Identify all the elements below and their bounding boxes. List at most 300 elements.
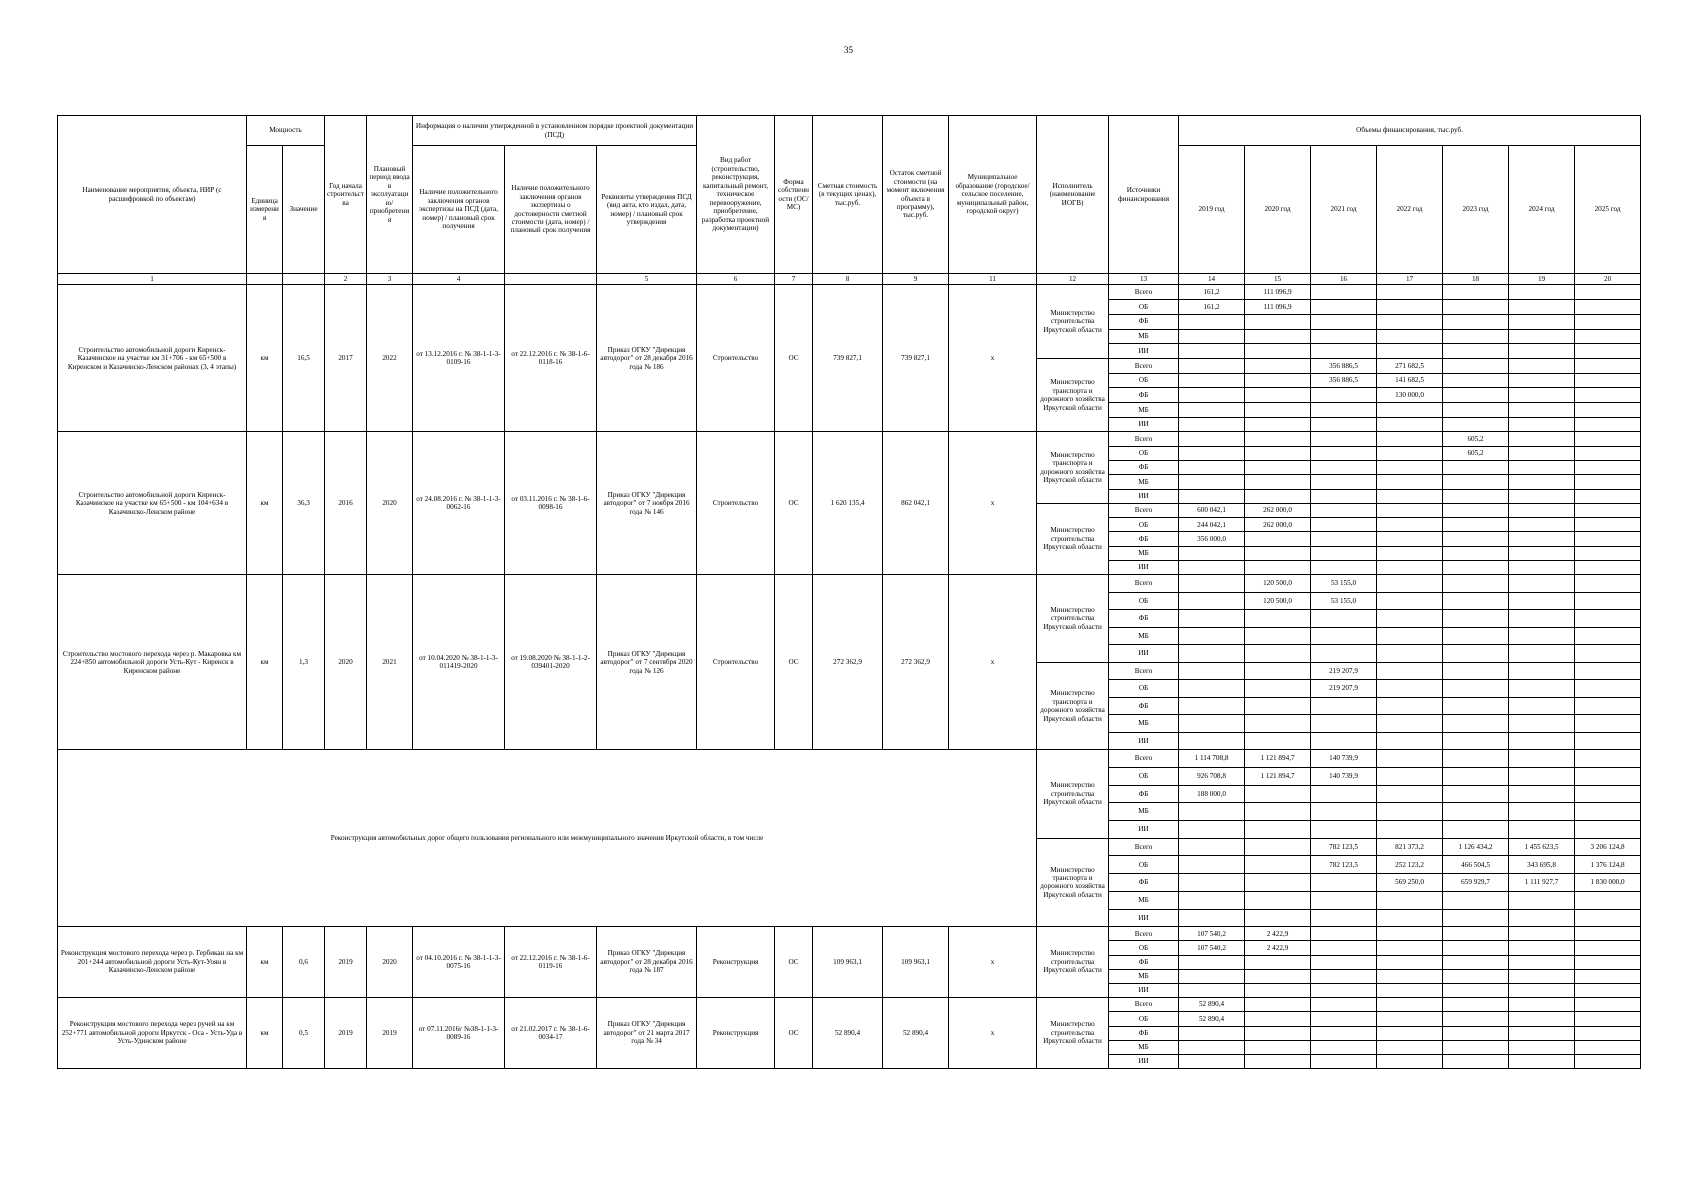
funding-value: 605,2 xyxy=(1443,446,1509,460)
funding-value xyxy=(1575,768,1641,786)
funding-value xyxy=(1179,546,1245,560)
funding-value xyxy=(1443,998,1509,1012)
object-remaining: 52 890,4 xyxy=(883,998,949,1069)
column-number: 7 xyxy=(775,274,813,285)
funding-value xyxy=(1575,300,1641,315)
object-remaining: 739 827,1 xyxy=(883,285,949,432)
funding-value: 140 739,9 xyxy=(1311,750,1377,768)
funding-value xyxy=(1377,955,1443,969)
object-name: Строительство автомобильной дороги Киренск-Казачинское на участке км 65+500 - км 104+634 в Казачинско-Ленском районе xyxy=(58,432,247,575)
funding-source: ИИ xyxy=(1109,417,1179,432)
funding-value xyxy=(1575,329,1641,344)
funding-value xyxy=(1575,645,1641,663)
funding-value xyxy=(1377,983,1443,997)
funding-value xyxy=(1245,460,1311,474)
funding-value xyxy=(1377,645,1443,663)
funding-value xyxy=(1179,803,1245,821)
funding-value xyxy=(1377,592,1443,610)
funding-value xyxy=(1575,909,1641,927)
funding-value xyxy=(1575,1012,1641,1026)
funding-value xyxy=(1377,1012,1443,1026)
funding-value: 52 890,4 xyxy=(1179,1012,1245,1026)
funding-value xyxy=(1311,285,1377,300)
funding-value: 2 422,9 xyxy=(1245,941,1311,955)
funding-value xyxy=(1179,314,1245,329)
funding-value xyxy=(1377,969,1443,983)
funding-value xyxy=(1377,329,1443,344)
funding-value xyxy=(1509,592,1575,610)
funding-value xyxy=(1245,697,1311,715)
funding-source: ИИ xyxy=(1109,821,1179,839)
funding-value: 141 682,5 xyxy=(1377,373,1443,388)
funding-value: 53 155,0 xyxy=(1311,592,1377,610)
funding-value xyxy=(1377,909,1443,927)
funding-table xyxy=(57,115,1641,1069)
column-number: 2 xyxy=(325,274,367,285)
funding-value xyxy=(1509,821,1575,839)
funding-value xyxy=(1245,344,1311,359)
funding-value xyxy=(1443,417,1509,432)
header-cost-expertise: Наличие положительного заключения органов экспертизы о достоверности сметной стоимости (дата, номер) / плановый срок получения xyxy=(505,146,597,274)
column-number: 9 xyxy=(883,274,949,285)
funding-value xyxy=(1311,785,1377,803)
funding-source: МБ xyxy=(1109,1040,1179,1054)
funding-value xyxy=(1443,1012,1509,1026)
funding-source: ИИ xyxy=(1109,732,1179,750)
funding-value xyxy=(1575,803,1641,821)
object-remaining: 109 963,1 xyxy=(883,927,949,998)
funding-source: ОБ xyxy=(1109,856,1179,874)
object-municipality: х xyxy=(949,285,1037,432)
funding-value xyxy=(1179,489,1245,503)
funding-value: 356 000,0 xyxy=(1179,532,1245,546)
funding-value xyxy=(1311,697,1377,715)
funding-value xyxy=(1311,909,1377,927)
funding-value xyxy=(1245,373,1311,388)
funding-value xyxy=(1575,475,1641,489)
funding-value xyxy=(1443,489,1509,503)
column-number xyxy=(247,274,283,285)
object-estimate: 739 827,1 xyxy=(813,285,883,432)
funding-value xyxy=(1245,446,1311,460)
object-estimate: 1 620 135,4 xyxy=(813,432,883,575)
funding-value xyxy=(1509,561,1575,575)
funding-value: 262 000,0 xyxy=(1245,503,1311,517)
object-psd-approval: Приказ ОГКУ "Дирекция автодорог" от 7 ноября 2016 года № 146 xyxy=(597,432,697,575)
funding-value xyxy=(1311,417,1377,432)
funding-value xyxy=(1575,785,1641,803)
funding-value xyxy=(1509,891,1575,909)
funding-value xyxy=(1377,503,1443,517)
funding-value xyxy=(1311,446,1377,460)
funding-value xyxy=(1311,874,1377,892)
executor: Министерство строительства Иркутской области xyxy=(1037,927,1109,998)
funding-value xyxy=(1443,768,1509,786)
funding-value xyxy=(1443,329,1509,344)
funding-value xyxy=(1377,475,1443,489)
funding-value xyxy=(1443,546,1509,560)
funding-value xyxy=(1509,329,1575,344)
table-row xyxy=(58,285,1641,300)
funding-value xyxy=(1245,532,1311,546)
funding-value xyxy=(1311,821,1377,839)
funding-value xyxy=(1575,610,1641,628)
object-start-year: 2016 xyxy=(325,432,367,575)
funding-value xyxy=(1443,373,1509,388)
funding-source: Всего xyxy=(1109,575,1179,593)
funding-source: МБ xyxy=(1109,803,1179,821)
funding-value xyxy=(1575,998,1641,1012)
funding-value xyxy=(1509,785,1575,803)
funding-value xyxy=(1575,627,1641,645)
funding-value xyxy=(1245,955,1311,969)
object-psd-approval: Приказ ОГКУ "Дирекция автодорог" от 7 сентября 2020 года № 126 xyxy=(597,575,697,750)
object-municipality: х xyxy=(949,927,1037,998)
funding-value xyxy=(1443,715,1509,733)
funding-value xyxy=(1509,300,1575,315)
object-cost-expertise: от 03.11.2016 г. № 38-1-6-0098-16 xyxy=(505,432,597,575)
funding-value: 107 540,2 xyxy=(1179,927,1245,941)
funding-value xyxy=(1245,732,1311,750)
funding-value xyxy=(1509,927,1575,941)
object-cost-expertise: от 19.08.2020 № 38-1-1-2-039401-2020 xyxy=(505,575,597,750)
funding-value xyxy=(1509,768,1575,786)
funding-value xyxy=(1245,785,1311,803)
funding-value xyxy=(1575,446,1641,460)
funding-value xyxy=(1377,662,1443,680)
funding-value xyxy=(1509,998,1575,1012)
object-value: 16,5 xyxy=(283,285,325,432)
funding-value xyxy=(1443,821,1509,839)
funding-value xyxy=(1245,402,1311,417)
funding-value xyxy=(1311,998,1377,1012)
funding-value xyxy=(1509,402,1575,417)
object-unit: км xyxy=(247,927,283,998)
funding-source: ФБ xyxy=(1109,1026,1179,1040)
funding-value xyxy=(1575,575,1641,593)
funding-value xyxy=(1443,955,1509,969)
funding-value xyxy=(1377,1040,1443,1054)
funding-value xyxy=(1179,329,1245,344)
funding-value xyxy=(1179,460,1245,474)
funding-source: Всего xyxy=(1109,838,1179,856)
object-estimate: 272 362,9 xyxy=(813,575,883,750)
funding-value xyxy=(1179,856,1245,874)
funding-value xyxy=(1443,1054,1509,1068)
funding-value xyxy=(1377,803,1443,821)
header-name: Наименование мероприятия, объекта, НИР (с расшифровкой по объектам) xyxy=(58,116,247,274)
executor: Министерство строительства Иркутской области xyxy=(1037,285,1109,358)
funding-value xyxy=(1179,732,1245,750)
column-number: 17 xyxy=(1377,274,1443,285)
funding-value xyxy=(1179,417,1245,432)
funding-value: 111 096,9 xyxy=(1245,285,1311,300)
funding-value xyxy=(1509,680,1575,698)
funding-value xyxy=(1509,417,1575,432)
funding-value xyxy=(1509,285,1575,300)
funding-value xyxy=(1311,314,1377,329)
funding-value xyxy=(1311,460,1377,474)
funding-value xyxy=(1575,546,1641,560)
funding-value: 356 886,5 xyxy=(1311,358,1377,373)
funding-value xyxy=(1443,358,1509,373)
column-number: 1 xyxy=(58,274,247,285)
funding-value xyxy=(1245,680,1311,698)
header-year: 2021 год xyxy=(1311,146,1377,274)
header-psd-approval: Реквизиты утверждения ПСД (вид акта, кто издал, дата, номер) / плановый срок утверждения xyxy=(597,146,697,274)
object-ownership: ОС xyxy=(775,927,813,998)
funding-value xyxy=(1377,998,1443,1012)
funding-value xyxy=(1245,909,1311,927)
funding-value: 1 111 927,7 xyxy=(1509,874,1575,892)
funding-value: 466 504,5 xyxy=(1443,856,1509,874)
funding-value xyxy=(1377,610,1443,628)
funding-value: 782 123,5 xyxy=(1311,838,1377,856)
funding-value xyxy=(1509,1026,1575,1040)
funding-value xyxy=(1311,1026,1377,1040)
funding-value xyxy=(1509,575,1575,593)
funding-value xyxy=(1443,750,1509,768)
funding-value xyxy=(1443,627,1509,645)
funding-value xyxy=(1575,532,1641,546)
funding-value: 1 114 708,8 xyxy=(1179,750,1245,768)
funding-value xyxy=(1245,417,1311,432)
funding-value xyxy=(1245,645,1311,663)
funding-value xyxy=(1311,503,1377,517)
funding-value xyxy=(1509,518,1575,532)
funding-value xyxy=(1179,955,1245,969)
funding-value xyxy=(1509,388,1575,403)
funding-value xyxy=(1245,1026,1311,1040)
funding-source: ОБ xyxy=(1109,446,1179,460)
funding-source: МБ xyxy=(1109,329,1179,344)
funding-value xyxy=(1509,1040,1575,1054)
header-sources: Источники финансирования xyxy=(1109,116,1179,274)
funding-value xyxy=(1377,546,1443,560)
funding-value xyxy=(1377,680,1443,698)
funding-source: ОБ xyxy=(1109,300,1179,315)
funding-value xyxy=(1443,314,1509,329)
funding-value: 1 121 894,7 xyxy=(1245,768,1311,786)
funding-value: 600 042,1 xyxy=(1179,503,1245,517)
header-start-year: Год начала строительства xyxy=(325,116,367,274)
executor: Министерство транспорта и дорожного хозяйства Иркутской области xyxy=(1037,662,1109,750)
funding-value xyxy=(1509,532,1575,546)
funding-value: 1 376 124,8 xyxy=(1575,856,1641,874)
funding-source: ИИ xyxy=(1109,561,1179,575)
funding-value xyxy=(1509,314,1575,329)
funding-value xyxy=(1443,532,1509,546)
funding-value: 130 000,0 xyxy=(1377,388,1443,403)
object-psd-approval: Приказ ОГКУ "Дирекция автодорог" от 21 марта 2017 года № 34 xyxy=(597,998,697,1069)
funding-source: ИИ xyxy=(1109,1054,1179,1068)
funding-value xyxy=(1575,697,1641,715)
funding-value xyxy=(1509,627,1575,645)
funding-value xyxy=(1179,446,1245,460)
object-psd-expertise: от 10.04.2020 № 38-1-1-3-011419-2020 xyxy=(413,575,505,750)
funding-value xyxy=(1575,891,1641,909)
funding-value xyxy=(1443,732,1509,750)
funding-value xyxy=(1245,489,1311,503)
funding-value: 120 500,0 xyxy=(1245,575,1311,593)
funding-value xyxy=(1377,927,1443,941)
object-municipality: х xyxy=(949,998,1037,1069)
column-number: 15 xyxy=(1245,274,1311,285)
table-row xyxy=(58,750,1641,768)
funding-value xyxy=(1179,680,1245,698)
column-number: 12 xyxy=(1037,274,1109,285)
funding-source: ОБ xyxy=(1109,592,1179,610)
funding-value xyxy=(1377,891,1443,909)
funding-value xyxy=(1575,941,1641,955)
object-cost-expertise: от 22.12.2016 г. № 38-1-6-0119-16 xyxy=(505,927,597,998)
funding-value xyxy=(1575,955,1641,969)
funding-value xyxy=(1509,750,1575,768)
object-unit: км xyxy=(247,432,283,575)
table-row xyxy=(58,998,1641,1012)
funding-value xyxy=(1443,909,1509,927)
object-work-type: Реконструкция xyxy=(697,998,775,1069)
funding-value xyxy=(1509,610,1575,628)
funding-value xyxy=(1509,941,1575,955)
object-psd-expertise: от 04.10.2016 г. № 38-1-1-3-0075-16 xyxy=(413,927,505,998)
object-psd-approval: Приказ ОГКУ "Дирекция автодорог" от 28 декабря 2016 года № 187 xyxy=(597,927,697,998)
funding-value: 659 929,7 xyxy=(1443,874,1509,892)
funding-value xyxy=(1179,592,1245,610)
funding-value xyxy=(1179,821,1245,839)
column-number: 11 xyxy=(949,274,1037,285)
funding-source: Всего xyxy=(1109,998,1179,1012)
object-work-type: Строительство xyxy=(697,432,775,575)
funding-value: 244 042,1 xyxy=(1179,518,1245,532)
funding-value xyxy=(1443,388,1509,403)
funding-value xyxy=(1509,969,1575,983)
column-number: 5 xyxy=(597,274,697,285)
object-cost-expertise: от 21.02.2017 г. № 38-1-6-0034-17 xyxy=(505,998,597,1069)
object-municipality: х xyxy=(949,575,1037,750)
funding-value xyxy=(1179,344,1245,359)
funding-value xyxy=(1509,697,1575,715)
funding-source: ФБ xyxy=(1109,785,1179,803)
object-start-year: 2019 xyxy=(325,927,367,998)
funding-value xyxy=(1509,460,1575,474)
funding-value xyxy=(1575,1054,1641,1068)
funding-value xyxy=(1179,715,1245,733)
header-value: Значение xyxy=(283,146,325,274)
funding-value xyxy=(1245,969,1311,983)
column-number xyxy=(283,274,325,285)
funding-value: 219 207,9 xyxy=(1311,662,1377,680)
object-plan-period: 2020 xyxy=(367,432,413,575)
funding-value xyxy=(1443,941,1509,955)
funding-value xyxy=(1245,821,1311,839)
funding-value xyxy=(1311,610,1377,628)
column-number: 8 xyxy=(813,274,883,285)
funding-value xyxy=(1377,344,1443,359)
funding-value xyxy=(1245,662,1311,680)
funding-value xyxy=(1575,983,1641,997)
funding-value xyxy=(1245,546,1311,560)
funding-value xyxy=(1509,803,1575,821)
funding-value: 53 155,0 xyxy=(1311,575,1377,593)
funding-value xyxy=(1509,955,1575,969)
header-plan-period: Плановый период ввода в эксплуатацию/приобретения xyxy=(367,116,413,274)
funding-value xyxy=(1509,489,1575,503)
funding-value xyxy=(1311,732,1377,750)
funding-source: ОБ xyxy=(1109,941,1179,955)
executor: Министерство строительства Иркутской области xyxy=(1037,998,1109,1069)
funding-source: ИИ xyxy=(1109,645,1179,663)
funding-value xyxy=(1245,329,1311,344)
funding-value xyxy=(1311,1040,1377,1054)
header-ownership: Форма собственности (ОС/МС) xyxy=(775,116,813,274)
funding-value xyxy=(1245,891,1311,909)
executor: Министерство транспорта и дорожного хозяйства Иркутской области xyxy=(1037,432,1109,503)
funding-value xyxy=(1509,546,1575,560)
object-ownership: ОС xyxy=(775,998,813,1069)
header-psd-info: Информация о наличии утвержденной в установленном порядке проектной документации (ПСД) xyxy=(413,116,697,146)
header-municipality: Муниципальное образование (городское/сельское поселение, муниципальный район, городской округ) xyxy=(949,116,1037,274)
column-number xyxy=(505,274,597,285)
funding-value xyxy=(1245,388,1311,403)
funding-value: 111 096,9 xyxy=(1245,300,1311,315)
object-ownership: ОС xyxy=(775,432,813,575)
funding-value xyxy=(1311,432,1377,446)
funding-value: 161,2 xyxy=(1179,300,1245,315)
funding-value xyxy=(1179,874,1245,892)
object-municipality: х xyxy=(949,432,1037,575)
funding-value xyxy=(1575,1040,1641,1054)
funding-value xyxy=(1575,680,1641,698)
page-number: 35 xyxy=(844,45,853,55)
funding-value xyxy=(1509,715,1575,733)
funding-value: 161,2 xyxy=(1179,285,1245,300)
object-name: Реконструкция мостового перехода через ручей на км 252+771 автомобильной дороги Иркутск - Оса - Усть-Уда в Усть-Удинском районе xyxy=(58,998,247,1069)
funding-value xyxy=(1311,927,1377,941)
funding-value xyxy=(1575,732,1641,750)
funding-value xyxy=(1377,300,1443,315)
funding-value xyxy=(1509,344,1575,359)
object-name: Строительство мостового перехода через р. Макаровка км 224+850 автомобильной дороги Усть-Кут - Киренск в Киренском районе xyxy=(58,575,247,750)
funding-value: 1 121 894,7 xyxy=(1245,750,1311,768)
funding-value xyxy=(1245,358,1311,373)
funding-value xyxy=(1377,1026,1443,1040)
column-number: 19 xyxy=(1509,274,1575,285)
funding-value xyxy=(1245,1012,1311,1026)
header-estimate: Сметная стоимость (в текущих ценах), тыс.руб. xyxy=(813,116,883,274)
funding-value: 262 000,0 xyxy=(1245,518,1311,532)
funding-value xyxy=(1245,475,1311,489)
funding-value xyxy=(1575,1026,1641,1040)
funding-value xyxy=(1443,402,1509,417)
funding-value xyxy=(1245,803,1311,821)
object-psd-expertise: от 24.08.2016 г. № 38-1-1-3-0062-16 xyxy=(413,432,505,575)
header-executor: Исполнитель (наименование ИОГВ) xyxy=(1037,116,1109,274)
object-plan-period: 2022 xyxy=(367,285,413,432)
funding-value xyxy=(1179,662,1245,680)
funding-value xyxy=(1179,358,1245,373)
funding-source: ИИ xyxy=(1109,344,1179,359)
funding-value xyxy=(1179,697,1245,715)
funding-value xyxy=(1179,1026,1245,1040)
funding-value xyxy=(1509,475,1575,489)
funding-source: МБ xyxy=(1109,969,1179,983)
funding-value xyxy=(1179,969,1245,983)
funding-value xyxy=(1179,388,1245,403)
funding-value xyxy=(1245,856,1311,874)
funding-source: ФБ xyxy=(1109,874,1179,892)
funding-value xyxy=(1311,645,1377,663)
